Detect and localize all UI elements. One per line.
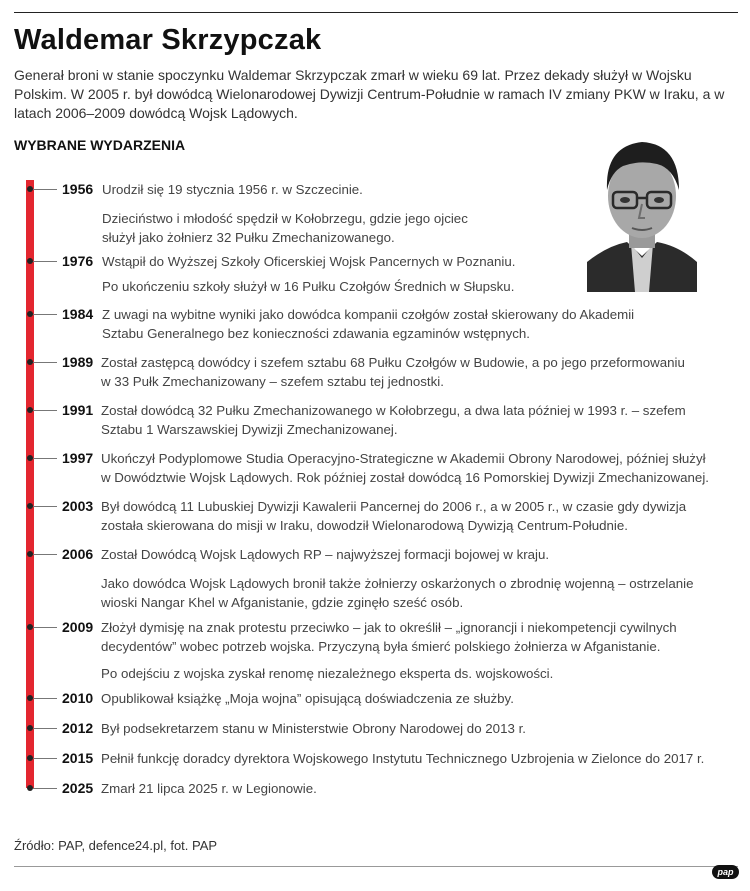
event-text-line: wioski Nangar Khel w Afganistanie, gdzie zginęło sześć osób.	[101, 595, 464, 610]
timeline-connector	[33, 314, 57, 315]
event-text-line: Urodził się 19 stycznia 1956 r. w Szczecinie.	[102, 182, 363, 197]
timeline-connector	[33, 458, 57, 459]
top-rule	[14, 12, 738, 13]
event-text-line: Pełnił funkcję doradcy dyrektora Wojskowego Instytutu Technicznego Uzbrojenia w Zielonce do 2017 r.	[101, 751, 705, 766]
event-year: 2006	[62, 546, 94, 562]
event-year: 2025	[62, 780, 94, 796]
portrait-photo	[587, 134, 697, 292]
timeline-connector	[33, 788, 57, 789]
page-title: Waldemar Skrzypczak	[14, 24, 322, 56]
event-year: 2009	[62, 619, 94, 635]
event-text-line: Zmarł 21 lipca 2025 r. w Legionowie.	[101, 781, 317, 796]
event-text-line: została skierowana do misji w Iraku, dowodził Wielonarodową Dywizją Centrum-Południe.	[101, 518, 628, 533]
event-year: 2012	[62, 720, 94, 736]
event-text-line: Złożył dymisję na znak protestu przeciwko – jak to określił – „ignorancji i niekompetencji cywilnych	[101, 620, 677, 635]
event-text-line: Został Dowódcą Wojsk Lądowych RP – najwyższej formacji bojowej w kraju.	[101, 547, 550, 562]
timeline-connector	[33, 261, 57, 262]
event-text-line: Ukończył Podyplomowe Studia Operacyjno-Strategiczne w Akademii Obrony Narodowej, później służył	[101, 451, 706, 466]
event-text-line: w 33 Pułk Zmechanizowany – szefem sztabu tej jednostki.	[101, 374, 444, 389]
event-text-line: Po ukończeniu szkoły służył w 16 Pułku Czołgów Średnich w Słupsku.	[102, 279, 515, 294]
event-year: 1956	[62, 181, 94, 197]
event-text-line: Został zastępcą dowódcy i szefem sztabu 68 Pułku Czołgów w Budowie, a po jego przeformowaniu	[101, 355, 685, 370]
event-year: 1991	[62, 402, 94, 418]
event-text-line: Sztabu Generalnego bez konieczności zdawania egzaminów wstępnych.	[102, 326, 530, 341]
event-text-line: Opublikował książkę „Moja wojna” opisującą doświadczenia ze służby.	[101, 691, 514, 706]
event-text-line: Jako dowódca Wojsk Lądowych bronił także żołnierzy oskarżonych o zbrodnię wojenną – ostrzelanie	[101, 576, 694, 591]
timeline-connector	[33, 506, 57, 507]
timeline-connector	[33, 728, 57, 729]
event-text-line: Został dowódcą 32 Pułku Zmechanizowanego w Kołobrzegu, a dwa lata później w 1993 r. – szefem	[101, 403, 686, 418]
timeline-connector	[33, 627, 57, 628]
source-note: Źródło: PAP, defence24.pl, fot. PAP	[14, 838, 218, 853]
event-year: 1989	[62, 354, 94, 370]
event-text-line: służył jako żołnierz 32 Pułku Zmechanizowanego.	[102, 230, 395, 245]
section-title: WYBRANE WYDARZENIA	[14, 137, 186, 153]
timeline-connector	[33, 410, 57, 411]
event-year: 2003	[62, 498, 94, 514]
timeline-connector	[33, 698, 57, 699]
event-text-line: decydentów” wobec potrzeb wojska. Przyczyną była śmierć polskiego żołnierza w Afganistanie.	[101, 639, 661, 654]
timeline-connector	[33, 758, 57, 759]
event-year: 2015	[62, 750, 94, 766]
event-text-line: w Dowództwie Wojsk Lądowych. Rok później został dowódcą 16 Pomorskiej Dywizji Zmechanizowanej.	[101, 470, 709, 485]
timeline-connector	[33, 554, 57, 555]
event-year: 1976	[62, 253, 94, 269]
event-text-line: Był podsekretarzem stanu w Ministerstwie Obrony Narodowej do 2013 r.	[101, 721, 526, 736]
event-text-line: Po odejściu z wojska zyskał renomę niezależnego eksperta ds. wojskowości.	[101, 666, 554, 681]
event-year: 1997	[62, 450, 94, 466]
timeline-connector	[33, 362, 57, 363]
event-text-line: Sztabu 1 Warszawskiej Dywizji Zmechanizowanej.	[101, 422, 398, 437]
pap-logo: pap	[712, 865, 739, 879]
event-text-line: Był dowódcą 11 Lubuskiej Dywizji Kawalerii Pancernej do 2006 r., a w 2005 r., w czasie gdy dywizja	[101, 499, 687, 514]
event-year: 2010	[62, 690, 94, 706]
intro-paragraph: Generał broni w stanie spoczynku Waldemar Skrzypczak zmarł w wieku 69 lat. Przez dekady służył w Wojsku Polskim. W 2005 r. był dowódcą Wielonarodowej Dywizji Centrum-Południe w ramach IV zmiany PKW w Iraku, a w latach 2006–2009 dowódcą Wojsk Lądowych.	[14, 67, 725, 121]
event-text-line: Z uwagi na wybitne wyniki jako dowódca kompanii czołgów został skierowany do Akademii	[102, 307, 635, 322]
event-text-line: Dzieciństwo i młodość spędził w Kołobrzegu, gdzie jego ojciec	[102, 211, 468, 226]
bottom-rule	[14, 866, 738, 867]
event-text-line: Wstąpił do Wyższej Szkoły Oficerskiej Wojsk Pancernych w Poznaniu.	[102, 254, 516, 269]
event-year: 1984	[62, 306, 94, 322]
timeline-connector	[33, 189, 57, 190]
